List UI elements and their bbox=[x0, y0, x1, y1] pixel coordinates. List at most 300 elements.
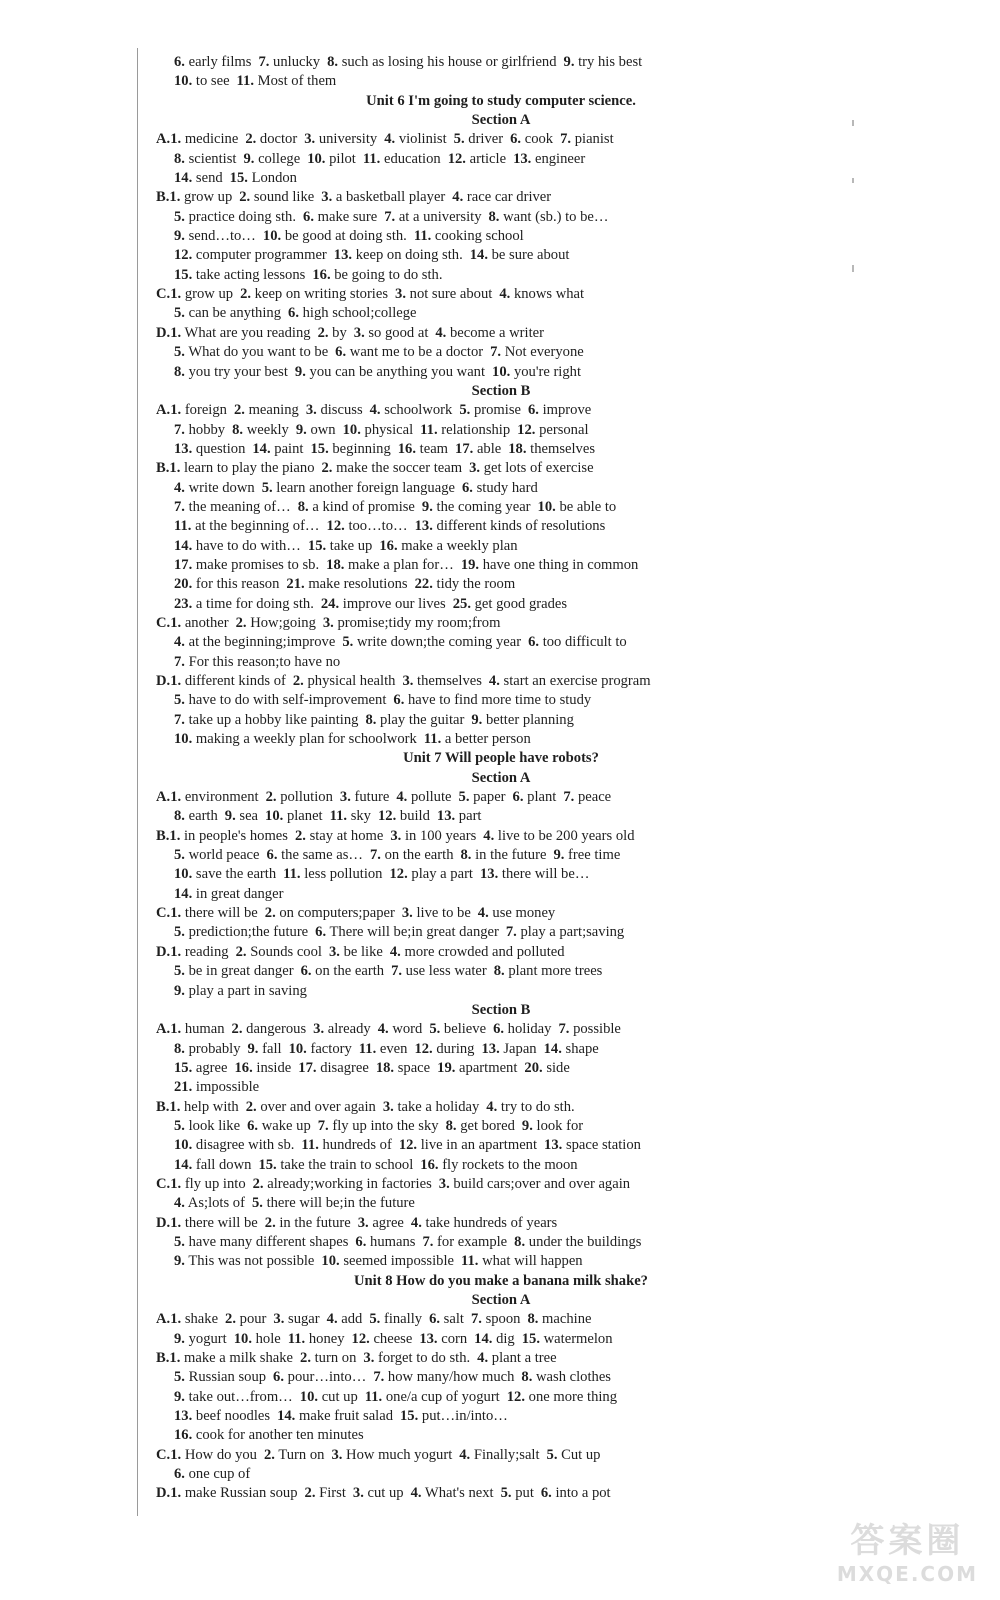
answer-number: 2. bbox=[304, 1485, 316, 1502]
answer-number: 11. bbox=[362, 150, 381, 167]
answer-number: 16. bbox=[174, 1427, 193, 1444]
answer-text: high school;college bbox=[302, 305, 417, 322]
answer-text: corn bbox=[441, 1330, 468, 1347]
answer-number: 9. bbox=[471, 711, 483, 728]
answer-number: 4. bbox=[483, 827, 495, 844]
answer-text: cooking school bbox=[434, 228, 524, 245]
answer-number: 9. bbox=[243, 150, 255, 167]
answer-text: grow up bbox=[184, 189, 233, 206]
answer-number: 21. bbox=[174, 1079, 193, 1096]
answer-text: turn on bbox=[314, 1350, 357, 1367]
answer-text: keep on writing stories bbox=[254, 286, 389, 303]
answer-text: look like bbox=[188, 1117, 241, 1134]
answer-text: what will happen bbox=[482, 1253, 583, 1270]
answer-text: cook for another ten minutes bbox=[195, 1427, 364, 1444]
answer-number: 9. bbox=[294, 363, 306, 380]
answer-text: engineer bbox=[534, 150, 586, 167]
answer-text: Turn on bbox=[278, 1446, 325, 1463]
answer-text: build cars;over and over again bbox=[453, 1175, 631, 1192]
answer-text: own bbox=[310, 421, 336, 438]
answer-text: agree bbox=[372, 1214, 404, 1231]
answer-number: 5. bbox=[174, 305, 185, 322]
answer-number: 1. bbox=[170, 286, 182, 303]
answer-number: 5. bbox=[174, 1233, 185, 1250]
answer-number: 20. bbox=[174, 576, 193, 593]
answer-line bbox=[156, 865, 846, 884]
answer-number: 11. bbox=[460, 1253, 479, 1270]
answer-number: 1. bbox=[170, 614, 182, 631]
answer-text: humans bbox=[370, 1233, 416, 1250]
answer-number: 4. bbox=[499, 286, 511, 303]
answer-text: make resolutions bbox=[308, 576, 408, 593]
answer-text: agree bbox=[195, 1059, 228, 1076]
answer-number: 5. bbox=[429, 1021, 441, 1038]
section-heading: Unit 6 I'm going to study computer science. bbox=[366, 92, 636, 109]
part-label: B. bbox=[156, 1350, 170, 1367]
answer-number: 1. bbox=[169, 460, 181, 477]
answer-line bbox=[156, 1465, 846, 1484]
answer-number: 7. bbox=[174, 711, 185, 728]
answer-text: have many different shapes bbox=[188, 1233, 349, 1250]
answer-text: There will be;in great danger bbox=[329, 924, 499, 941]
answer-number: 8. bbox=[445, 1117, 457, 1134]
answer-number: 9. bbox=[553, 847, 565, 864]
answer-number: 7. bbox=[258, 54, 270, 70]
answer-number: 7. bbox=[174, 498, 185, 515]
answer-line bbox=[156, 266, 846, 285]
answer-text: take a holiday bbox=[397, 1098, 480, 1115]
answer-number: 14. bbox=[174, 885, 193, 902]
answer-text: so good at bbox=[368, 324, 429, 341]
answer-text: themselves bbox=[417, 673, 482, 689]
answer-text: beginning bbox=[332, 440, 391, 457]
answer-number: 5. bbox=[500, 1485, 512, 1502]
answer-number: 16. bbox=[397, 440, 416, 457]
answer-number: 1. bbox=[170, 673, 182, 689]
answer-number: 16. bbox=[379, 537, 398, 554]
answer-text: be sure about bbox=[491, 247, 570, 264]
answer-number: 11. bbox=[329, 808, 348, 825]
answer-number: 8. bbox=[493, 963, 505, 980]
answer-text: more crowded and polluted bbox=[404, 943, 565, 960]
answer-number: 1. bbox=[170, 1175, 182, 1192]
answer-text: disagree bbox=[320, 1059, 369, 1076]
answer-text: How;going bbox=[250, 614, 316, 631]
answer-number: 1. bbox=[170, 943, 182, 960]
answer-text: First bbox=[319, 1485, 346, 1502]
answer-text: making a weekly plan for schoolwork bbox=[195, 731, 417, 748]
answer-number: 25. bbox=[452, 595, 471, 612]
answer-number: 2. bbox=[321, 460, 333, 477]
answer-number: 3. bbox=[352, 1485, 364, 1502]
answer-number: 2. bbox=[300, 1350, 311, 1367]
answer-text: become a writer bbox=[449, 324, 544, 341]
part-label: B. bbox=[156, 460, 170, 477]
answer-number: 2. bbox=[235, 614, 247, 631]
part-label: D. bbox=[156, 673, 171, 689]
answer-text: on the earth bbox=[315, 963, 385, 980]
answer-number: 3. bbox=[401, 905, 413, 922]
answer-line bbox=[156, 1252, 846, 1271]
answer-line bbox=[156, 1059, 846, 1078]
answer-text: pianist bbox=[574, 131, 614, 148]
answer-number: 14. bbox=[174, 537, 193, 554]
part-label: D. bbox=[156, 1214, 171, 1231]
answer-number: 1. bbox=[169, 1350, 181, 1367]
answer-text: keep on doing sth. bbox=[355, 247, 463, 264]
answer-text: get lots of exercise bbox=[483, 460, 594, 477]
answer-number: 6. bbox=[174, 54, 185, 70]
answer-number: 15. bbox=[307, 537, 327, 554]
answer-number: 3. bbox=[357, 1214, 369, 1231]
part-label: B. bbox=[156, 827, 170, 844]
answer-number: 10. bbox=[174, 731, 193, 748]
answer-text: shape bbox=[565, 1040, 599, 1057]
answer-line bbox=[156, 807, 846, 826]
answer-text: physical health bbox=[307, 673, 396, 689]
answer-number: 10. bbox=[492, 363, 511, 380]
answer-text: cut up bbox=[321, 1388, 358, 1405]
answer-number: 9. bbox=[174, 1388, 185, 1405]
answer-number: 4. bbox=[452, 189, 464, 206]
answer-number: 4. bbox=[389, 943, 401, 960]
answer-text: paint bbox=[274, 440, 304, 457]
answer-number: 11. bbox=[287, 1330, 306, 1347]
section-heading: Unit 8 How do you make a banana milk shake? bbox=[354, 1272, 648, 1289]
answer-text: factory bbox=[310, 1040, 352, 1057]
answer-line bbox=[156, 1446, 846, 1465]
answer-number: 15. bbox=[400, 1408, 419, 1425]
answer-text: free time bbox=[568, 847, 621, 864]
answer-number: 11. bbox=[236, 73, 254, 90]
answer-text: computer programmer bbox=[195, 247, 327, 264]
answer-number: 9. bbox=[295, 421, 307, 438]
answer-number: 9. bbox=[174, 1330, 185, 1347]
answer-number: 2. bbox=[292, 673, 304, 689]
answer-number: 9. bbox=[224, 808, 236, 825]
answer-number: 18. bbox=[508, 440, 527, 457]
answer-number: 7. bbox=[174, 653, 185, 670]
answer-text: prediction;the future bbox=[188, 924, 309, 941]
answer-text: plant a tree bbox=[491, 1350, 557, 1367]
answer-text: discuss bbox=[320, 402, 363, 419]
answer-text: pour…into… bbox=[287, 1369, 367, 1386]
answer-text: university bbox=[318, 131, 378, 148]
answer-number: 6. bbox=[303, 208, 314, 225]
answer-number: 8. bbox=[174, 150, 185, 167]
answer-number: 3. bbox=[305, 402, 317, 419]
answer-text: not sure about bbox=[409, 286, 493, 303]
answer-number: 9. bbox=[174, 228, 185, 245]
answer-number: 2. bbox=[225, 1311, 236, 1328]
answer-number: 17. bbox=[298, 1059, 317, 1076]
answer-number: 3. bbox=[304, 131, 316, 148]
answer-number: 3. bbox=[313, 1021, 325, 1038]
answer-text: seemed impossible bbox=[343, 1253, 454, 1270]
answer-text: physical bbox=[364, 421, 414, 438]
answer-number: 12. bbox=[447, 150, 466, 167]
answer-text: hundreds of bbox=[322, 1137, 392, 1154]
answer-number: 5. bbox=[458, 789, 470, 806]
answer-text: hobby bbox=[188, 421, 226, 438]
answer-text: race car driver bbox=[466, 189, 552, 206]
answer-number: 15. bbox=[174, 266, 193, 283]
answer-number: 8. bbox=[174, 1040, 185, 1057]
answer-line bbox=[156, 633, 846, 652]
answer-text: doctor bbox=[259, 131, 298, 148]
answer-text: themselves bbox=[530, 440, 596, 457]
answer-number: 11. bbox=[364, 1388, 383, 1405]
answer-text: by bbox=[332, 324, 347, 341]
answer-text: cheese bbox=[373, 1330, 413, 1347]
answer-text: you try your best bbox=[188, 363, 288, 380]
answer-number: 16. bbox=[420, 1156, 439, 1173]
answer-text: you're right bbox=[513, 363, 582, 380]
answer-text: How much yogurt bbox=[346, 1446, 453, 1463]
answer-line bbox=[156, 246, 846, 265]
answer-line bbox=[156, 575, 846, 594]
answer-number: 7. bbox=[391, 963, 403, 980]
answer-number: 6. bbox=[266, 847, 278, 864]
answer-number: 12. bbox=[506, 1388, 525, 1405]
answer-number: 13. bbox=[479, 866, 499, 883]
answer-text: practice doing sth. bbox=[188, 208, 297, 225]
scan-speck bbox=[852, 178, 854, 183]
answer-number: 10. bbox=[342, 421, 361, 438]
answer-text: probably bbox=[188, 1040, 241, 1057]
answer-text: personal bbox=[539, 421, 589, 438]
answer-number: 1. bbox=[170, 1446, 182, 1463]
answer-number: 8. bbox=[527, 1311, 539, 1328]
answer-number: 8. bbox=[521, 1369, 533, 1386]
answer-text: planet bbox=[286, 808, 323, 825]
answer-number: 15. bbox=[258, 1156, 277, 1173]
part-label: C. bbox=[156, 1175, 171, 1192]
answer-number: 2. bbox=[264, 1214, 276, 1231]
answer-text: have to find more time to study bbox=[408, 692, 592, 709]
answer-number: 7. bbox=[422, 1233, 434, 1250]
answer-number: 3. bbox=[402, 673, 414, 689]
answer-number: 4. bbox=[326, 1311, 338, 1328]
answer-number: 2. bbox=[231, 1021, 243, 1038]
answer-number: 13. bbox=[513, 150, 532, 167]
answer-text: improve bbox=[542, 402, 592, 419]
answer-text: possible bbox=[573, 1021, 621, 1038]
answer-line bbox=[156, 537, 846, 556]
answer-text: be able to bbox=[559, 498, 617, 515]
answer-number: 11. bbox=[358, 1040, 377, 1057]
watermark-logo-text: 答案圈 bbox=[850, 1521, 965, 1561]
answer-number: 6. bbox=[462, 479, 473, 496]
answer-text: Sounds cool bbox=[250, 943, 322, 960]
answer-text: fly up into the sky bbox=[332, 1117, 439, 1134]
answer-text: wash clothes bbox=[536, 1369, 611, 1386]
answer-line bbox=[156, 517, 846, 536]
answer-text: sea bbox=[239, 808, 259, 825]
answer-text: reading bbox=[184, 943, 229, 960]
answer-line bbox=[156, 1214, 846, 1233]
answer-line bbox=[156, 53, 846, 72]
answer-number: 8. bbox=[365, 711, 377, 728]
answer-text: side bbox=[546, 1059, 570, 1076]
answer-text: look for bbox=[536, 1117, 584, 1134]
answer-number: 13. bbox=[333, 247, 353, 264]
answer-text: sound like bbox=[253, 189, 315, 206]
answer-text: better planning bbox=[485, 711, 574, 728]
part-label: A. bbox=[156, 402, 171, 419]
answer-text: learn to play the piano bbox=[184, 460, 315, 477]
answer-text: put bbox=[515, 1485, 534, 1502]
answer-number: 3. bbox=[382, 1098, 394, 1115]
answer-number: 10. bbox=[321, 1253, 340, 1270]
answer-number: 10. bbox=[174, 866, 193, 883]
answer-text: put…in/into… bbox=[421, 1408, 508, 1425]
answer-line bbox=[156, 1310, 846, 1329]
answer-line bbox=[156, 1098, 846, 1117]
answer-number: 5. bbox=[174, 924, 185, 941]
answer-number: 2. bbox=[265, 789, 277, 806]
answer-line bbox=[156, 730, 846, 749]
answer-number: 8. bbox=[297, 498, 309, 515]
answer-line bbox=[156, 498, 846, 517]
answer-text: This was not possible bbox=[188, 1253, 315, 1270]
answer-text: Russian soup bbox=[188, 1369, 267, 1386]
answer-number: 17. bbox=[455, 440, 474, 457]
answer-text: spoon bbox=[485, 1311, 521, 1328]
answer-text: tidy the room bbox=[436, 576, 516, 593]
answer-number: 1. bbox=[170, 1485, 182, 1502]
answer-number: 1. bbox=[169, 1098, 181, 1115]
answer-number: 6. bbox=[288, 305, 299, 322]
answer-number: 10. bbox=[174, 73, 193, 90]
answer-text: play a part;saving bbox=[520, 924, 625, 941]
answer-line bbox=[156, 1020, 846, 1039]
answer-line bbox=[156, 1349, 846, 1368]
answer-number: 5. bbox=[459, 402, 471, 419]
answer-text: disagree with sb. bbox=[195, 1137, 295, 1154]
answer-number: 5. bbox=[174, 692, 185, 709]
answer-number: 2. bbox=[294, 827, 306, 844]
part-label: A. bbox=[156, 1311, 171, 1328]
answer-text: to see bbox=[195, 73, 230, 90]
answer-number: 21. bbox=[286, 576, 305, 593]
answer-text: college bbox=[258, 150, 301, 167]
answer-text: different kinds of resolutions bbox=[436, 518, 606, 535]
answer-text: Not everyone bbox=[504, 344, 584, 361]
answer-number: 20. bbox=[524, 1059, 543, 1076]
section-heading: Unit 7 Will people have robots? bbox=[403, 750, 599, 767]
answer-number: 6. bbox=[429, 1311, 441, 1328]
answer-line bbox=[156, 788, 846, 807]
answer-text: Finally;salt bbox=[473, 1446, 540, 1463]
answer-number: 10. bbox=[307, 150, 326, 167]
answer-line bbox=[156, 1194, 846, 1213]
answer-number: 6. bbox=[300, 963, 312, 980]
answer-number: 7. bbox=[470, 1311, 482, 1328]
answer-text: impossible bbox=[195, 1079, 260, 1096]
answer-text: even bbox=[379, 1040, 408, 1057]
answer-text: such as losing his house or girlfriend bbox=[341, 54, 557, 70]
answer-line bbox=[156, 672, 846, 691]
answer-number: 13. bbox=[481, 1040, 500, 1057]
answer-number: 10. bbox=[265, 808, 284, 825]
answer-text: What do you want to be bbox=[188, 344, 329, 361]
answer-number: 11. bbox=[423, 731, 442, 748]
answer-number: 12. bbox=[174, 247, 193, 264]
answer-text: make a plan for… bbox=[348, 556, 454, 573]
answer-number: 19. bbox=[460, 556, 480, 573]
answer-number: 5. bbox=[546, 1446, 558, 1463]
answer-number: 2. bbox=[245, 1098, 257, 1115]
answer-text: take up bbox=[329, 537, 373, 554]
answer-number: 7. bbox=[384, 208, 396, 225]
answer-text: make promises to sb. bbox=[195, 556, 320, 573]
answer-number: 14. bbox=[277, 1408, 296, 1425]
answer-number: 5. bbox=[174, 208, 185, 225]
answer-text: question bbox=[195, 440, 246, 457]
part-label: C. bbox=[156, 1446, 171, 1463]
answer-line bbox=[156, 343, 846, 362]
answer-text: be going to do sth. bbox=[334, 266, 443, 283]
answer-number: 12. bbox=[517, 421, 536, 438]
answer-text: play a part bbox=[411, 866, 473, 883]
answer-number: 5. bbox=[261, 479, 273, 496]
answer-text: team bbox=[419, 440, 449, 457]
answer-number: 6. bbox=[247, 1117, 259, 1134]
answer-text: make a milk shake bbox=[184, 1350, 294, 1367]
answer-number: 14. bbox=[474, 1330, 493, 1347]
answer-number: 5. bbox=[342, 634, 354, 651]
answer-text: too…to… bbox=[348, 518, 408, 535]
answer-text: a kind of promise bbox=[312, 498, 415, 515]
answer-number: 13. bbox=[436, 808, 456, 825]
answer-text: live to be bbox=[416, 905, 471, 922]
answer-text: play the guitar bbox=[380, 711, 465, 728]
answer-text: be good at doing sth. bbox=[284, 228, 407, 245]
answer-text: How do you bbox=[184, 1446, 257, 1463]
answer-line bbox=[156, 556, 846, 575]
answer-line bbox=[156, 962, 846, 981]
answer-line bbox=[156, 440, 846, 459]
answer-text: medicine bbox=[184, 131, 239, 148]
answer-text: help with bbox=[184, 1098, 239, 1115]
answer-number: 15. bbox=[521, 1330, 540, 1347]
answer-number: 5. bbox=[174, 1369, 185, 1386]
answer-number: 4. bbox=[377, 1021, 389, 1038]
answer-text: weekly bbox=[246, 421, 289, 438]
answer-number: 2. bbox=[252, 1175, 264, 1192]
answer-text: different kinds of bbox=[184, 673, 286, 689]
answer-text: peace bbox=[577, 789, 612, 806]
answer-number: 2. bbox=[239, 189, 251, 206]
answer-number: 11. bbox=[283, 866, 301, 883]
answer-number: 6. bbox=[510, 131, 522, 148]
answer-number: 1. bbox=[170, 789, 182, 806]
answer-number: 11. bbox=[301, 1137, 319, 1154]
answer-text: study hard bbox=[476, 479, 538, 496]
answer-number: 4. bbox=[435, 324, 447, 341]
answer-text: a better person bbox=[444, 731, 531, 748]
answer-text: learn another foreign language bbox=[276, 479, 455, 496]
answer-number: 12. bbox=[414, 1040, 433, 1057]
answer-number: 8. bbox=[327, 54, 339, 70]
answer-number: 7. bbox=[370, 847, 381, 864]
answer-number: 10. bbox=[233, 1330, 252, 1347]
part-label: D. bbox=[156, 324, 171, 341]
answer-text: pilot bbox=[329, 150, 356, 167]
answer-text: less pollution bbox=[304, 866, 383, 883]
answer-text: fly rockets to the moon bbox=[442, 1156, 578, 1173]
